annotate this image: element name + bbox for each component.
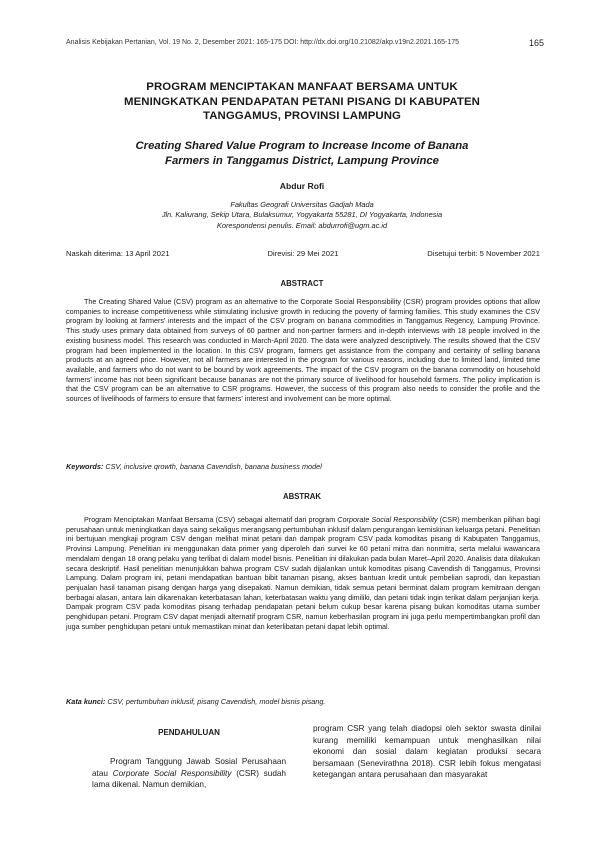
title-en-line: Farmers in Tanggamus District, Lampung Province (165, 154, 439, 167)
keywords-label: Keywords: (66, 462, 104, 471)
page-number: 165 (528, 38, 544, 48)
body-text: (CSR) sudah lama dikenal. Namun demikian, (92, 768, 286, 790)
abstrak-italic-term: Corporate Social Responsibility (337, 515, 438, 524)
title-line: PROGRAM MENCIPTAKAN MANFAAT BERSAMA UNTUK (146, 81, 458, 93)
running-header (66, 39, 544, 46)
keywords-text: CSV, inclusive qrowth, banana Cavendish, banana business model (105, 462, 322, 471)
abstract-heading: ABSTRACT (280, 279, 324, 288)
abstrak-body (66, 515, 540, 631)
body-italic-term: Corporate Social Responsibility (112, 768, 232, 778)
author-name: Abdur Rofi (279, 181, 325, 191)
date-revised: Direvisi: 29 Mei 2021 (267, 249, 339, 258)
pendahuluan-heading: PENDAHULUAN (158, 728, 220, 737)
date-approved: Disetujui terbit: 5 November 2021 (427, 249, 540, 258)
title-line: MENINGKATKAN PENDAPATAN PETANI PISANG DI KABUPATEN (124, 95, 480, 108)
title-en-line: Creating Shared Value Program to Increase Income of Banana (135, 140, 469, 152)
body-column-left (92, 756, 286, 791)
paper-title-english (60, 139, 544, 168)
abstrak-keywords (66, 697, 540, 706)
body-paragraph: program CSR yang telah diadopsi oleh sektor swasta dinilai kurang memiliki kemampuan untuk menghasilkan nilai ekonomi dan sosial dalam kegiatan produksi secara bersamaan (Senevirathna 2018). CSR lebih fokus mengatasi ketegangan antara perusahaan dan masyarakat (313, 724, 541, 780)
abstrak-text: Program Menciptakan Manfaat Bersama (CSV) sebagai alternatif dari program (84, 515, 338, 524)
affiliation-line: Jln. Kaliurang, Sekip Utara, Bulaksumur, Yogyakarta 55281, DI Yogyakarta, Indonesia (161, 210, 443, 220)
body-column-right (313, 723, 541, 781)
kata-kunci-label: Kata kunci: (66, 697, 106, 706)
body-text: Program Tanggung Jawab Sosial Perusahaan atau (92, 757, 286, 778)
manuscript-dates (66, 249, 540, 260)
affiliation (60, 200, 544, 231)
affiliation-line: Korespondensi penulis. Email: abdurrofi@ugm.ac.id (216, 220, 388, 230)
abstrak-text: (CSR) memberikan pilihan bagi perusahaan untuk meningkatkan daya saing sekaligus merangsang pertumbuhan inklusif dalam pengurangan kemiskinan keluarga petani. Penelitian ini bertujuan mengkaji program CSV dengan melihat minat petani dan dampak program CSV pada komoditas pisang di Kabupaten Tanggamus, Provinsi Lampung. Penelitian ini menggunakan data primer yang diperoleh dari survei ke 60 petani mitra dan nonmitra, serta melalui wawancara mendalam dengan 18 orang pelaku yang terlibat di dalam model bisnis. Penelitian ini dilakukan pada bulan Maret–April 2020. Analisis data dilakukan secara deskriptif. Hasil penelitian menunjukkan bahwa program CSV sudah dijalankan untuk komoditas pisang Cavendish di Tanggamus, Provinsi Lampung. Dalam program ini, petani mendapatkan bantuan bibit tanaman pisang, akses bantuan kredit untuk pembelian saprodi, dan kepastian penjualan hasil tanaman pisang dengan harga yang disepakati. Namun demikian, tidak semua petani berminat dalam program kemitraan dengan berbagai alasan, antara lain dikarenakan keterbatasan lahan, keterbatasan waktu yang dimiliki, dan petani tidak ingin terikat dalam perjanjian kerja. Dampak program CSV pada komoditas pisang terhadap pendapatan petani belum cukup besar karena pisang bukan komoditas utama sumber penghidupan petani. Program CSV dapat menjadi alternatif program CSR, namun keberhasilan program ini juga perlu mempertimbangkan profil dan juga sumber penghidupan petani untuk memastikan minat dan keterlibatan petani dapat lebih optimal. (66, 515, 541, 631)
abstract-keywords (66, 462, 540, 471)
body-paragraph (92, 756, 286, 791)
paper-title (60, 80, 544, 124)
affiliation-line: Fakultas Geografi Universitas Gadjah Mada (230, 200, 374, 209)
date-received: Naskah diterima: 13 April 2021 (66, 249, 170, 258)
kata-kunci-text: CSV, pertumbuhan inklusif, pisang Cavendish, model bisnis pisang. (107, 697, 326, 706)
abstract-body: The Creating Shared Value (CSV) program as an alternative to the Corporate Social Responsibility (CSR) program provides options that allow companies to increase competitiveness while stimulating inclusive growth in reducing the poverty of farming families. This study examines the CSV program by looking at farmers' interests and the impact of the CSV program on banana commodities in Tanggamus Regency, Lampung Province. This study uses primary data obtained from surveys of 60 partner and non-partner farmers and in-depth interviews with 18 people involved in the existing business model. This research was conducted in March-April 2020. The data were analyzed descriptively. The results showed that the CSV program had been implemented in the location. In this CSV program, farmers get assistance from the company and certainty of selling banana products at an agreed price. However, not all farmers are interested in the program for various reasons, including due to limited land, limited time available, and farmers who do not want to be bound by work agreements. The impact of the CSV program on the banana commodity on household farmers' income has not been significant because bananas are not the primary source of livelihood for household farmers. The policy implication is that the CSV program can be an alternative to CSR programs. However, the success of this program also needs to consider the profile and the sources of livelihoods of farmers to ensure that farmers' interest and involvement can be more optimal. (66, 297, 540, 404)
title-line: TANGGAMUS, PROVINSI LAMPUNG (202, 110, 402, 122)
abstrak-heading: ABSTRAK (282, 492, 322, 501)
running-head-text: Analisis Kebijakan Pertanian, Vol. 19 No. 2, Desember 2021: 165-175 DOI: http://dx.doi.org/10.21082/akp.v19n2.2021.165-175 (66, 39, 460, 46)
